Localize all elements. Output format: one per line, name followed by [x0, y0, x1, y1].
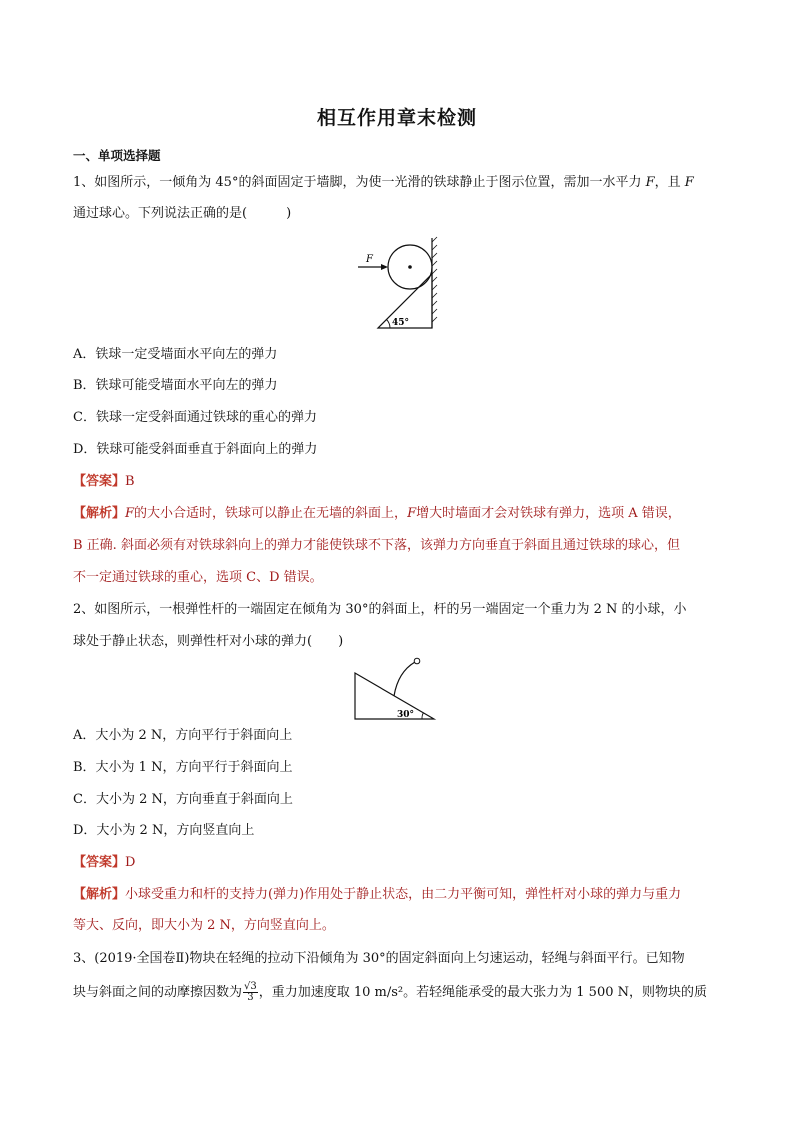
q2-option-b: B．大小为 1 N，方向平行于斜面向上 [73, 760, 293, 775]
q2-figure [352, 656, 437, 722]
q1-answer: 【答案】B [73, 474, 135, 489]
q1-figure [350, 234, 450, 334]
q2-analysis-line2: 等大、反向，即大小为 2 N，方向竖直向上。 [73, 918, 335, 933]
q1-option-b: B．铁球可能受墙面水平向左的弹力 [73, 378, 278, 393]
q1-option-c: C．铁球一定受斜面通过铁球的重心的弹力 [73, 410, 317, 425]
q1-figure-angle-label: 45° [392, 318, 410, 328]
q2-answer: 【答案】D [73, 855, 136, 870]
q3-fraction: $\frac{√3}{3}$ [244, 981, 257, 1003]
section-heading: 一、单项选择题 [73, 148, 161, 163]
q1-figure-force-label: F [366, 254, 373, 265]
q2-option-a: A．大小为 2 N，方向平行于斜面向上 [73, 728, 293, 743]
q2-option-c: C．大小为 2 N，方向垂直于斜面向上 [73, 792, 293, 807]
q2-analysis-line1: 【解析】小球受重力和杆的支持力(弹力)作用处于静止状态，由二力平衡可知，弹性杆对小球的弹力与重力 [73, 887, 682, 902]
q2-figure-angle-label: 30° [397, 710, 415, 720]
q2-option-d: D．大小为 2 N，方向竖直向上 [73, 823, 255, 838]
page-title: 相互作用章末检测 [316, 107, 477, 129]
q1-stem-line1: 1、如图所示，一倾角为 45°的斜面固定于墙脚，为使一光滑的铁球静止于图示位置，需加一水平力 F，且 F [73, 175, 694, 190]
q2-stem-line1: 2、如图所示，一根弹性杆的一端固定在倾角为 30°的斜面上，杆的另一端固定一个重力为 2 N 的小球，小 [73, 602, 687, 617]
q3-stem-line2: 块与斜面之间的动摩擦因数为 $\frac{√3}{3}$ ，重力加速度取 10 m/s²。若轻绳能承受的最大张力为 1 500 N，则物块的质 [73, 981, 708, 1003]
q1-option-d: D．铁球可能受斜面垂直于斜面向上的弹力 [73, 442, 318, 457]
q2-stem-line2: 球处于静止状态，则弹性杆对小球的弹力( ) [73, 634, 344, 649]
q3-stem-line1: 3、(2019·全国卷Ⅱ)物块在轻绳的拉动下沿倾角为 30°的固定斜面向上匀速运动，轻绳与斜面平行。已知物 [73, 951, 685, 966]
q1-stem-line2: 通过球心。下列说法正确的是( ) [73, 206, 292, 221]
q1-option-a: A．铁球一定受墙面水平向左的弹力 [73, 347, 278, 362]
q1-analysis-line3: 不一定通过铁球的重心，选项 C、D 错误。 [73, 570, 323, 585]
q1-analysis-line2: B 正确. 斜面必须有对铁球斜向上的弹力才能使铁球不下落，该弹力方向垂直于斜面且通过铁球的球心，但 [73, 538, 680, 553]
q1-analysis-line1: 【解析】F的大小合适时，铁球可以静止在无墙的斜面上，F增大时墙面才会对铁球有弹力，选项 A 错误， [73, 506, 681, 521]
